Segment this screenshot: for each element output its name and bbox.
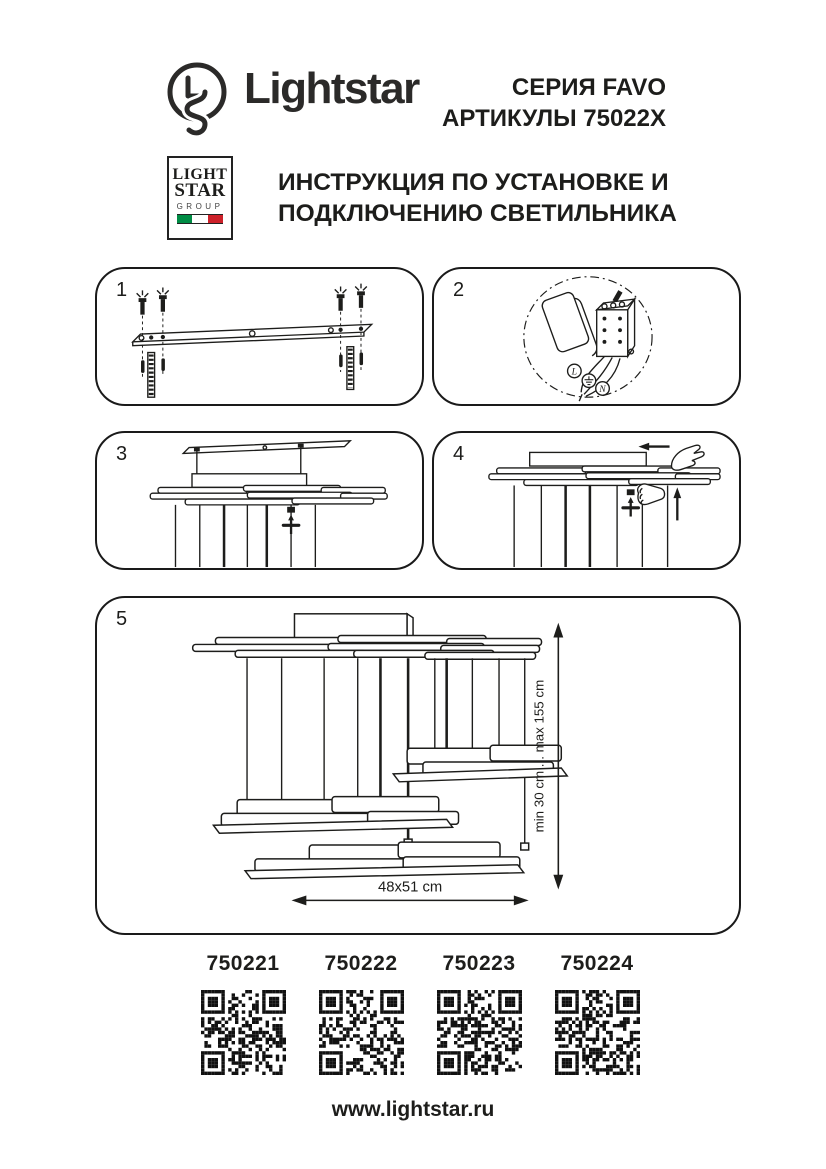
step-5-diagram [97,598,739,933]
screws-above-plate [137,284,367,315]
article-code: 750223 [442,952,516,975]
article-column [318,952,404,1075]
article-column [200,952,286,1075]
article-code: 750222 [324,952,398,975]
step-3-panel [95,431,424,570]
cable-adjuster-icon [623,489,639,516]
terminal-block [597,290,635,356]
mounting-plate-top [183,441,350,474]
step-1-diagram [97,269,422,404]
hand-pushing-icon [671,445,704,470]
wire-ground-label [582,374,596,388]
step-2-panel [432,267,741,406]
tier-3-panels [245,842,524,879]
group-logo-word3: GROUP [176,202,224,211]
group-logo-word1: LIGHT [172,166,228,183]
canopy-housing [530,452,647,466]
lift-direction-arrow [673,487,681,520]
document-title-line1: ИНСТРУКЦИЯ ПО УСТАНОВКЕ И [278,169,669,196]
step-3-number: 3 [116,443,128,465]
step-4-number: 4 [453,443,465,465]
width-dimension [292,879,529,905]
tier-2-panels [213,797,458,834]
step-3-diagram [97,433,422,568]
step-4-diagram [434,433,739,568]
lightstar-bulb-icon [156,56,240,142]
base-size-label: 48x51 cm [377,879,443,896]
step-2-number: 2 [453,279,465,301]
cable-adjuster-icon [283,507,299,534]
article-column [436,952,522,1075]
step-4-panel [432,431,741,570]
article-list [200,952,640,1075]
series-subtitle: АРТИКУЛЫ 75022X [442,105,666,132]
step-1-panel [95,267,424,406]
wire-neutral-label [596,382,610,396]
website-url: www.lightstar.ru [331,1098,495,1121]
suspension-wires [175,505,315,567]
document-title [278,167,677,229]
anchors-and-threaded-rod [141,347,363,398]
series-block [442,72,666,134]
top-panel-cluster [193,636,542,660]
brand-wordmark: Lightstar [244,64,419,113]
step-5-number: 5 [116,608,128,630]
article-code: 750221 [206,952,280,975]
height-range-label: min 30 cm ... max 155 cm [531,679,547,833]
qr-code [201,990,286,1075]
wire-live-letter: L [571,366,578,378]
group-logo-word2: STAR [174,180,226,201]
wire-neutral-letter: N [599,383,606,395]
document-title-line2: ПОДКЛЮЧЕНИЮ СВЕТИЛЬНИКА [278,200,677,227]
lightstar-group-logo [167,156,233,240]
qr-code [319,990,404,1075]
hand-gripping-icon [638,484,665,504]
step-5-panel [95,596,741,935]
step-2-diagram [434,269,739,404]
top-panel-cluster [150,485,387,504]
qr-code [555,990,640,1075]
push-direction-arrow [638,443,669,451]
terminal-cover [541,289,600,366]
qr-code [437,990,522,1075]
step-1-number: 1 [116,279,128,301]
ceiling-mounting-plate [133,324,372,345]
wire-live-label [568,364,582,378]
series-title: СЕРИЯ FAVO [511,74,666,101]
italian-flag-icon [177,214,223,224]
article-column [554,952,640,1075]
top-panel-cluster [489,466,720,485]
article-code: 750224 [560,952,634,975]
